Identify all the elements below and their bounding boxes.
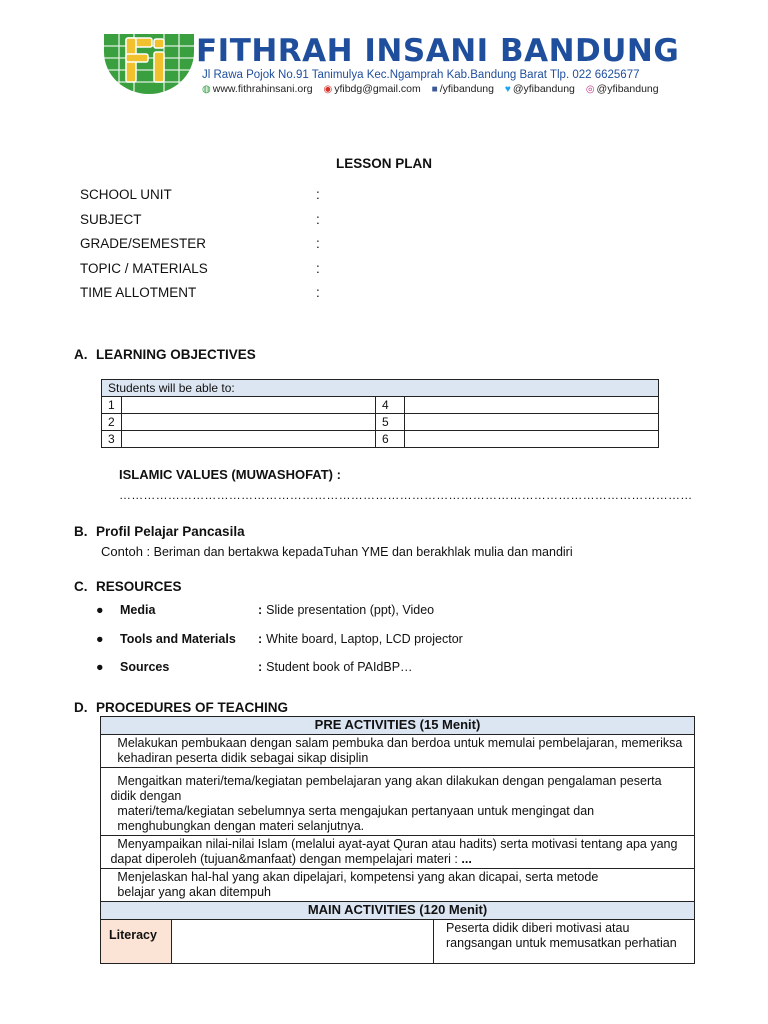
pre-activity-item bbox=[101, 836, 695, 869]
school-logo bbox=[104, 34, 194, 94]
org-name: FITHRAH INSANI BANDUNG bbox=[196, 33, 680, 69]
info-label-subject: SUBJECT bbox=[80, 212, 142, 227]
objective-cell[interactable] bbox=[122, 397, 376, 414]
bullet: ● bbox=[96, 603, 104, 617]
main-activities-header: MAIN ACTIVITIES (120 Menit) bbox=[101, 902, 695, 920]
objective-number: 2 bbox=[102, 414, 122, 431]
objective-number: 1 bbox=[102, 397, 122, 414]
bullet: ● bbox=[96, 632, 104, 646]
instagram-link[interactable]: @yfibandung bbox=[596, 83, 659, 95]
info-colon: : bbox=[316, 212, 320, 227]
section-title: PROCEDURES OF TEACHING bbox=[96, 700, 289, 715]
section-c-heading bbox=[74, 579, 182, 594]
table-row bbox=[101, 735, 695, 768]
section-title: RESOURCES bbox=[96, 579, 182, 594]
section-d-heading bbox=[74, 700, 288, 715]
activity-line: kehadiran peserta didik sebagai sikap disiplin bbox=[107, 751, 369, 765]
facebook-link[interactable]: /yfibandung bbox=[439, 83, 494, 95]
objective-number: 4 bbox=[376, 397, 405, 414]
literacy-description bbox=[434, 920, 695, 964]
section-letter: C. bbox=[74, 579, 88, 594]
activity-line: dapat diperoleh (tujuan&manfaat) dengan mempelajari materi : bbox=[107, 852, 462, 866]
objective-number: 3 bbox=[102, 431, 122, 448]
table-row bbox=[101, 920, 695, 964]
activity-line: belajar yang akan ditempuh bbox=[107, 885, 271, 899]
info-colon: : bbox=[316, 187, 320, 202]
resource-item-tools bbox=[96, 632, 463, 646]
islamic-values-heading: ISLAMIC VALUES (MUWASHOFAT) : bbox=[119, 467, 341, 482]
literacy-activity-cell[interactable] bbox=[172, 920, 434, 964]
objective-cell[interactable] bbox=[405, 397, 659, 414]
info-label-school-unit: SCHOOL UNIT bbox=[80, 187, 172, 202]
resource-colon: : bbox=[258, 632, 263, 646]
pre-activities-header: PRE ACTIVITIES (15 Menit) bbox=[101, 717, 695, 735]
objective-cell[interactable] bbox=[405, 431, 659, 448]
description-line: Peserta didik diberi motivasi atau bbox=[446, 921, 630, 935]
activity-line: menghubungkan dengan materi selanjutnya. bbox=[107, 819, 365, 833]
resource-value-wrap bbox=[258, 660, 413, 674]
section-title: LEARNING OBJECTIVES bbox=[96, 347, 256, 362]
activity-line-wrap bbox=[107, 852, 688, 867]
web-icon: ◍ bbox=[202, 84, 211, 95]
section-letter: A. bbox=[74, 347, 88, 362]
example-label: Contoh : bbox=[101, 544, 151, 559]
objective-cell[interactable] bbox=[122, 414, 376, 431]
pre-activity-item bbox=[101, 869, 695, 902]
activity-line: Mengaitkan materi/tema/kegiatan pembelajaran yang akan dilakukan dengan pengalaman peserta bbox=[107, 774, 662, 788]
bullet: ● bbox=[96, 660, 104, 674]
info-colon: : bbox=[316, 236, 320, 251]
section-letter: B. bbox=[74, 524, 88, 539]
info-colon: : bbox=[316, 261, 320, 276]
resource-colon: : bbox=[258, 660, 263, 674]
objectives-table bbox=[101, 379, 659, 448]
example-text: Beriman dan bertakwa kepadaTuhan YME dan berakhlak mulia dan mandiri bbox=[150, 545, 573, 559]
activity-line: Menjelaskan hal-hal yang akan dipelajari, kompetensi yang akan dicapai, serta metode bbox=[107, 870, 599, 884]
procedures-table bbox=[100, 716, 695, 964]
objective-cell[interactable] bbox=[405, 414, 659, 431]
table-row bbox=[102, 431, 659, 448]
section-title: Profil Pelajar Pancasila bbox=[96, 524, 245, 539]
org-contacts bbox=[202, 83, 667, 95]
mail-icon: ◉ bbox=[323, 84, 333, 95]
info-label-grade-semester: GRADE/SEMESTER bbox=[80, 236, 207, 251]
info-colon: : bbox=[316, 285, 320, 300]
info-label-time-allotment: TIME ALLOTMENT bbox=[80, 285, 197, 300]
resource-value-wrap bbox=[258, 603, 434, 617]
section-letter: D. bbox=[74, 700, 88, 715]
section-b-heading bbox=[74, 524, 245, 539]
resource-label: Sources bbox=[120, 660, 170, 674]
table-row bbox=[101, 836, 695, 869]
website-link[interactable]: www.fithrahinsani.org bbox=[212, 83, 313, 95]
literacy-label: Literacy bbox=[101, 920, 172, 964]
ellipsis-placeholder: ... bbox=[461, 852, 472, 866]
instagram-icon: ◎ bbox=[585, 84, 595, 95]
objectives-header: Students will be able to: bbox=[102, 380, 659, 397]
table-row bbox=[102, 414, 659, 431]
activity-line: Menyampaikan nilai-nilai Islam (melalui ayat-ayat Quran atau hadits) serta motivasi tentang apa yang bbox=[107, 837, 678, 851]
twitter-link[interactable]: @yfibandung bbox=[512, 83, 575, 95]
activity-line: materi/tema/kegiatan sebelumnya serta mengajukan pertanyaan untuk mengingat dan bbox=[107, 804, 595, 818]
resource-item-sources bbox=[96, 660, 413, 674]
objective-number: 5 bbox=[376, 414, 405, 431]
resource-value: Student book of PAIdBP… bbox=[266, 660, 413, 674]
section-a-heading bbox=[74, 347, 256, 362]
islamic-values-dotted-line: …………………………………………………………………………………………………………………………… bbox=[119, 488, 693, 502]
org-address: Jl Rawa Pojok No.91 Tanimulya Kec.Ngamprah Kab.Bandung Barat Tlp. 022 6625677 bbox=[202, 69, 640, 81]
pre-activity-item bbox=[101, 735, 695, 768]
table-row bbox=[101, 869, 695, 902]
resource-value: Slide presentation (ppt), Video bbox=[266, 603, 435, 617]
resource-label: Tools and Materials bbox=[120, 632, 236, 646]
objective-number: 6 bbox=[376, 431, 405, 448]
resource-value: White board, Laptop, LCD projector bbox=[266, 632, 463, 646]
table-row bbox=[102, 397, 659, 414]
resource-value-wrap bbox=[258, 632, 463, 646]
profil-example bbox=[101, 544, 573, 559]
activity-line: Melakukan pembukaan dengan salam pembuka dan berdoa untuk memulai pembelajaran, memeriksa bbox=[107, 736, 683, 750]
objective-cell[interactable] bbox=[122, 431, 376, 448]
pre-activity-item bbox=[101, 768, 695, 836]
facebook-icon: ■ bbox=[431, 84, 438, 95]
description-line: rangsangan untuk memusatkan perhatian bbox=[446, 936, 677, 950]
resource-item-media bbox=[96, 603, 435, 617]
letterhead bbox=[104, 33, 680, 98]
info-label-topic-materials: TOPIC / MATERIALS bbox=[80, 261, 208, 276]
activity-line: didik dengan bbox=[107, 789, 182, 803]
twitter-icon: ♥ bbox=[504, 84, 511, 95]
resource-label: Media bbox=[120, 603, 156, 617]
resource-colon: : bbox=[258, 603, 263, 617]
email-link[interactable]: yfibdg@gmail.com bbox=[334, 83, 421, 95]
table-row bbox=[101, 768, 695, 836]
document-title: LESSON PLAN bbox=[335, 156, 432, 171]
